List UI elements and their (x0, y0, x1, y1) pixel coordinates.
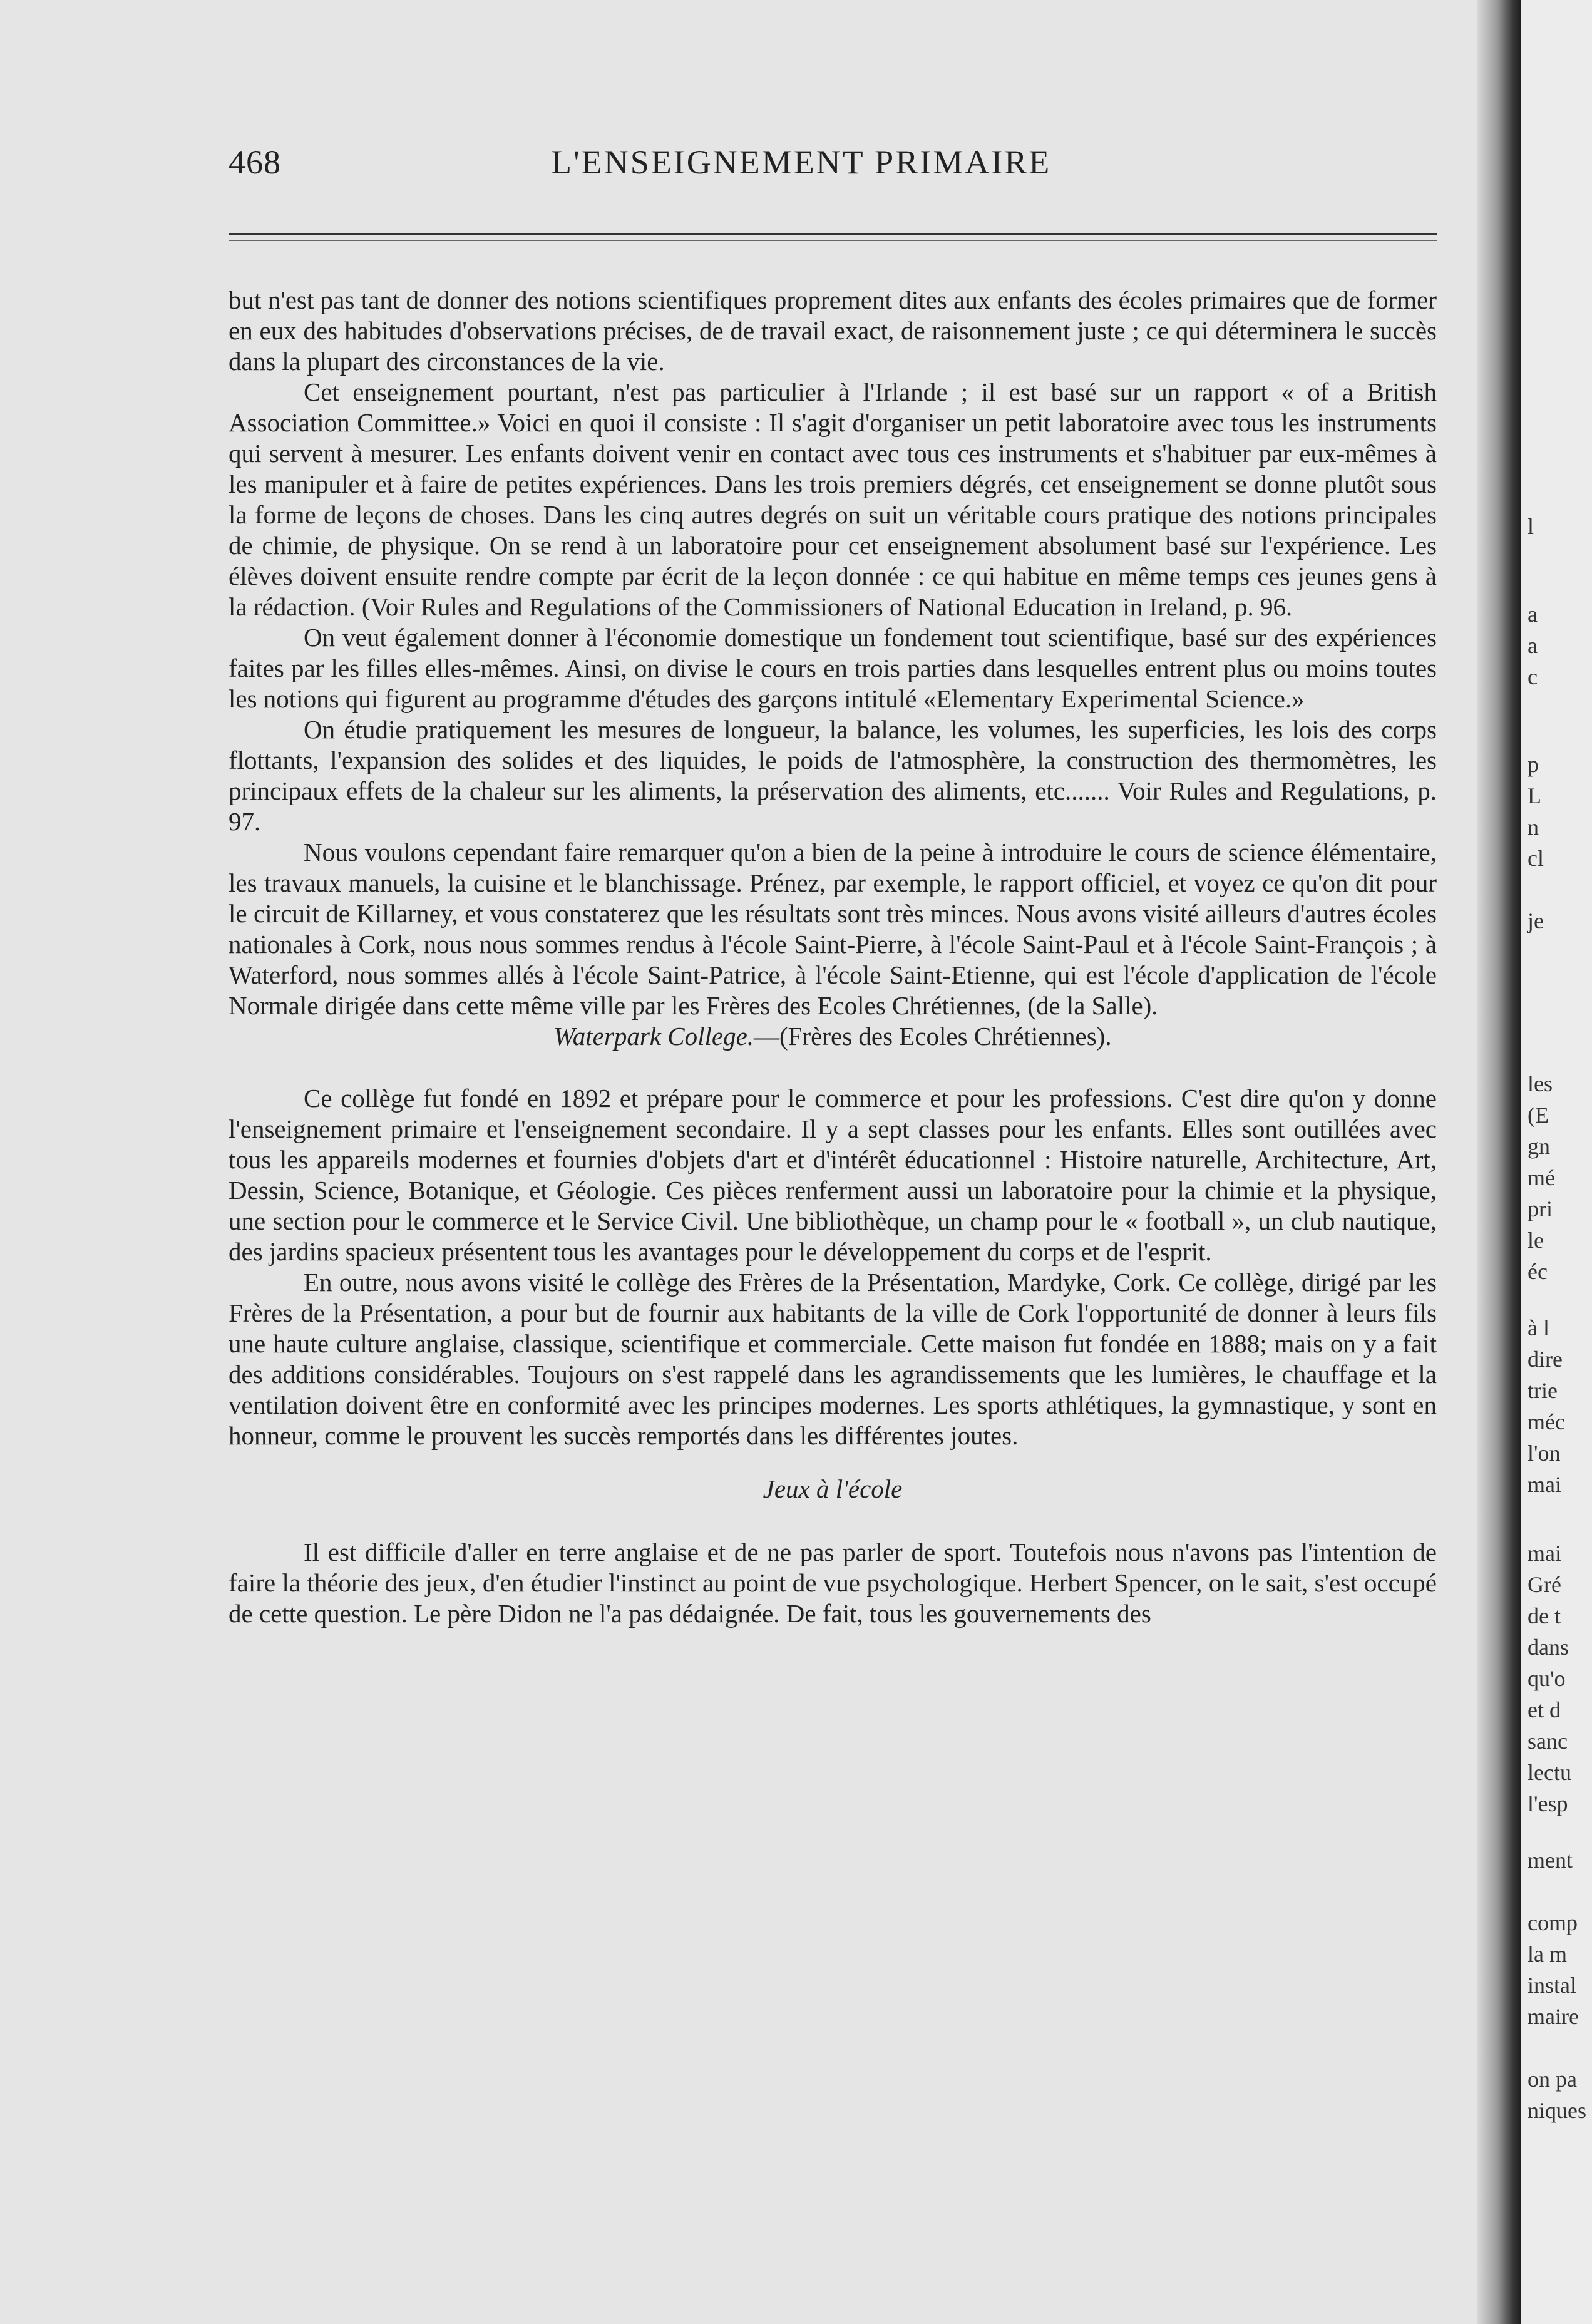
facing-page-fragment: je (1528, 908, 1544, 933)
facing-page-fragment: à l (1528, 1315, 1549, 1340)
paragraph: but n'est pas tant de donner des notions scientifiques proprement dites aux enfants des écoles primaires que de former en eux des habitudes d'observations précises, de de travail exact, de raisonnement juste ; ce qui déterminera le succès dans la plupart des circonstances de la vie. (229, 285, 1437, 376)
facing-page-fragment: la m (1528, 1941, 1567, 1967)
body-text (229, 285, 1437, 1629)
facing-page-fragment: a (1528, 633, 1538, 658)
facing-page-fragment: et d (1528, 1697, 1561, 1722)
subheading-rest: —(Frères des Ecoles Chrétiennes). (754, 1022, 1112, 1051)
facing-page-fragment: qu'o (1528, 1666, 1566, 1691)
facing-page-fragment: sanc (1528, 1729, 1568, 1754)
facing-page-fragment: p (1528, 752, 1539, 777)
facing-page-fragment: de t (1528, 1603, 1561, 1628)
facing-page-fragment: instal (1528, 1973, 1576, 1998)
running-head (229, 143, 1437, 187)
paragraph: Ce collège fut fondé en 1892 et prépare pour le commerce et pour les professions. C'est dire qu'on y donne l'enseignement primaire et l'enseignement secondaire. Il y a sept classes pour les enfants. Elles sont outillées avec tous les appareils modernes et fournies d'objets d'art et d'intérêt éducationnel : Histoire naturelle, Architecture, Art, Dessin, Science, Botanique, et Géologie. Ces pièces renferment aussi un laboratoire pour la chimie et la physique, une section pour le commerce et le Service Civil. Une bibliothèque, un champ pour le « football », un club nautique, des jardins spacieux présentent tous les avantages pour le développement du corps et de l'esprit. (229, 1084, 1437, 1266)
facing-page-fragment: c (1528, 664, 1538, 689)
facing-page-fragment: le (1528, 1228, 1544, 1253)
facing-page-fragment: maire (1528, 2004, 1579, 2029)
subheading-italic: Waterpark College. (553, 1022, 754, 1051)
facing-page-fragment: Gré (1528, 1572, 1561, 1597)
facing-page-fragment: mai (1528, 1472, 1561, 1497)
facing-page-fragment: éc (1528, 1259, 1548, 1284)
facing-page-fragment: cl (1528, 846, 1544, 871)
facing-page-fragment: L (1528, 783, 1541, 808)
header-rule (229, 233, 1437, 235)
section-title: Jeux à l'école (763, 1474, 903, 1503)
facing-page-fragment: trie (1528, 1378, 1558, 1403)
facing-page-fragment: méc (1528, 1409, 1565, 1434)
header-rule-thin (229, 240, 1437, 241)
paragraph: Cet enseignement pourtant, n'est pas particulier à l'Irlande ; il est basé sur un rapport « of a British Association Committee.» Voici en quoi il consiste : Il s'agit d'organiser un petit laboratoire avec tous les instruments qui servent à mesurer. Les enfants doivent venir en contact avec tous ces instruments et s'habituer par eux-mêmes à les manipuler et à faire de petites expériences. Dans les trois premiers dégrés, cet enseignement se donne plutôt sous la forme de leçons de choses. Dans les cinq autres degrés on suit un véritable cours pratique des notions principales de chimie, de physique. On se rend à un laboratoire pour cet enseignement absolument basé sur l'expérience. Les élèves doivent ensuite rendre compte par écrit de la leçon donnée : ce qui habitue en même temps ces jeunes gens à la rédaction. (Voir Rules and Regulations of the Commissioners of National Education in Ireland, p. 96. (229, 378, 1437, 621)
paragraph: Il est difficile d'aller en terre anglaise et de ne pas parler de sport. Toutefois nous n'avons pas l'intention de faire la théorie des jeux, d'en étudier l'instinct au point de vue psychologique. Herbert Spencer, on le sait, s'est occupé de cette question. Le père Didon ne l'a pas dédaignée. De fait, tous les gouvernements des (229, 1538, 1437, 1628)
facing-page-fragment: les (1528, 1071, 1553, 1096)
running-title: L'ENSEIGNEMENT PRIMAIRE (551, 143, 1052, 181)
facing-page-fragment: comp (1528, 1910, 1578, 1935)
facing-page-fragment: l (1528, 514, 1534, 539)
paragraph: On veut également donner à l'économie domestique un fondement tout scientifique, basé sur des expériences faites par les filles elles-mêmes. Ainsi, on divise le cours en trois parties dans lesquelles entrent plus ou moins toutes les notions qui figurent au programme d'études des garçons intitulé «Elementary Experimental Science.» (229, 623, 1437, 713)
facing-page-fragment: pri (1528, 1196, 1553, 1221)
book-gutter-shadow (1477, 0, 1521, 2324)
facing-page-fragment: l'on (1528, 1441, 1561, 1466)
paragraph: Nous voulons cependant faire remarquer qu'on a bien de la peine à introduire le cours de science élémentaire, les travaux manuels, la cuisine et le blanchissage. Prénez, par exemple, le rapport officiel, et voyez ce qu'on dit pour le circuit de Killarney, et vous constaterez que les résultats sont très minces. Nous avons visité ailleurs d'autres écoles nationales à Cork, nous nous sommes rendus à l'école Saint-Pierre, à l'école Saint-Paul et à l'école Saint-François ; à Waterford, nous sommes allés à l'école Saint-Patrice, à l'école Saint-Etienne, qui est l'école d'application de l'école Normale dirigée dans cette même ville par les Frères des Ecoles Chrétiennes, (de la Salle). (229, 838, 1437, 1020)
page-number: 468 (229, 143, 281, 181)
facing-page-fragment: mai (1528, 1541, 1561, 1566)
facing-page-edge (1521, 0, 1592, 2324)
facing-page-fragment: gn (1528, 1134, 1550, 1159)
facing-page-fragment: ment (1528, 1848, 1573, 1873)
facing-page-fragment: a (1528, 602, 1538, 627)
paragraph: On étudie pratiquement les mesures de longueur, la balance, les volumes, les superficies, les lois des corps flottants, l'expansion des solides et des liquides, le poids de l'atmosphère, la construction des thermomètres, les principaux effets de la chaleur sur les aliments, la préservation des aliments, etc....... Voir Rules and Regulations, p. 97. (229, 715, 1437, 836)
facing-page-fragment: niques (1528, 2098, 1586, 2123)
facing-page-fragment: dans (1528, 1635, 1569, 1660)
facing-page-fragment: l'esp (1528, 1791, 1568, 1816)
facing-page-fragment: dire (1528, 1347, 1563, 1372)
facing-page-fragment: on pa (1528, 2067, 1577, 2092)
facing-page-fragment: n (1528, 815, 1539, 840)
facing-page-fragment: (E (1528, 1103, 1549, 1128)
paragraph: En outre, nous avons visité le collège des Frères de la Présentation, Mardyke, Cork. Ce collège, dirigé par les Frères de la Présentation, a pour but de fournir aux habitants de la ville de Cork l'opportunité de donner à leurs fils une haute culture anglaise, classique, scientifique et commerciale. Cette maison fut fondée en 1888; mais on y a fait des additions considérables. Toujours on s'est rappelé dans les agrandissements que les lumières, le chauffage et la ventilation doivent être en conformité avec les principes modernes. Les sports athlétiques, la gymnastique, y sont en honneur, comme le prouvent les succès remportés dans les différentes joutes. (229, 1268, 1437, 1450)
facing-page-fragment: lectu (1528, 1760, 1571, 1785)
subheading-waterpark (229, 1021, 1437, 1052)
facing-page-fragment: mé (1528, 1165, 1555, 1190)
